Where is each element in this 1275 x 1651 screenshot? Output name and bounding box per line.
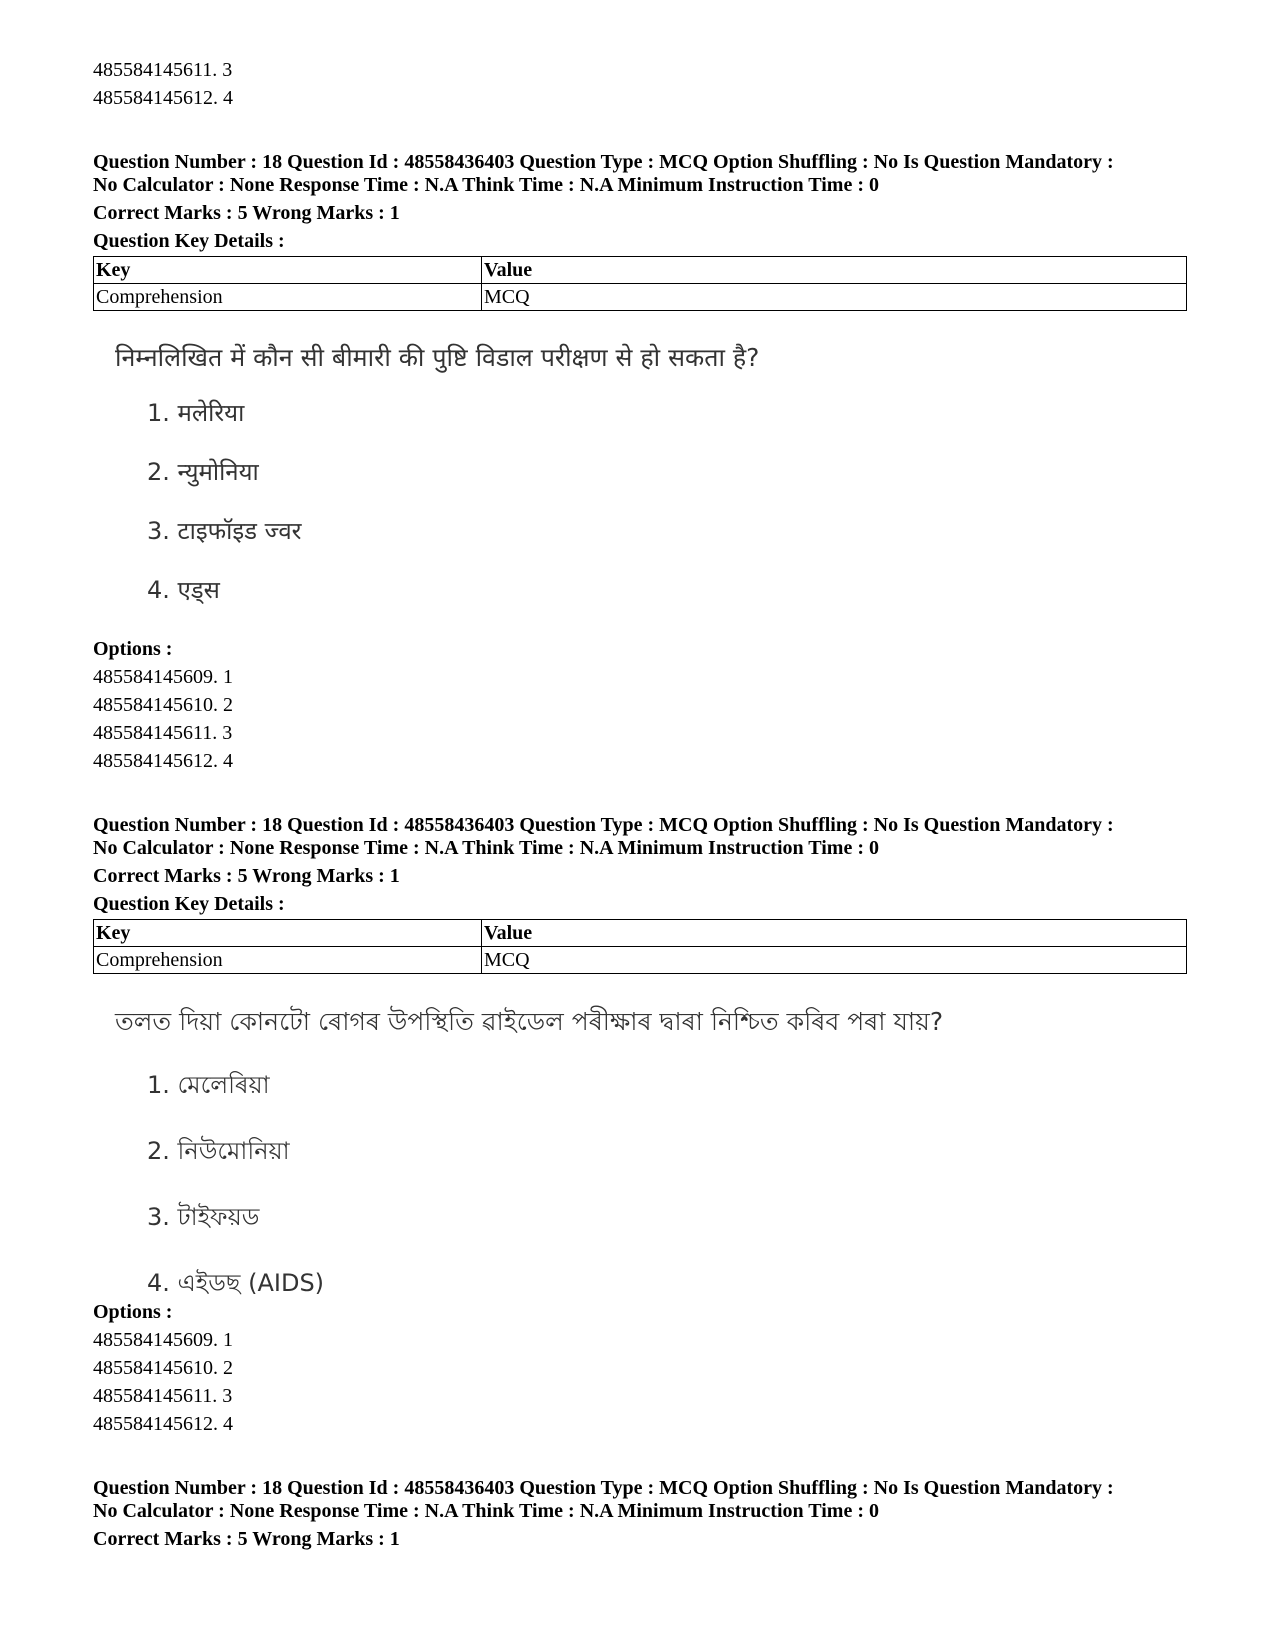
option-line: 485584145611. 3 (93, 1385, 233, 1407)
options-label: Options : (93, 1301, 173, 1323)
option-line: 485584145612. 4 (93, 750, 233, 772)
table-row (94, 947, 1187, 974)
table-header-value: Value (482, 257, 1187, 284)
option-line: 485584145611. 3 (93, 59, 233, 81)
option-line: 485584145611. 3 (93, 722, 233, 744)
question-option: 1. মেলেৰিয়া (147, 1071, 270, 1099)
key-details-label: Question Key Details : (93, 893, 285, 915)
key-details-table (93, 919, 1187, 974)
table-cell-key: Comprehension (94, 284, 482, 311)
question-meta: No Calculator : None Response Time : N.A Think Time : N.A Minimum Instruction Time : 0 (93, 1500, 879, 1522)
option-line: 485584145610. 2 (93, 1357, 233, 1379)
key-details-label: Question Key Details : (93, 230, 285, 252)
table-cell-key: Comprehension (94, 947, 482, 974)
question-image (115, 1002, 943, 1305)
question-meta: Question Number : 18 Question Id : 48558436403 Question Type : MCQ Option Shuffling : No Is Question Mandatory : (93, 1477, 1114, 1499)
table-header-row (94, 257, 1187, 284)
question-stem: তলত দিয়া কোনটো ৰোগৰ উপস্থিতি ৱাইডেল পৰীক্ষাৰ দ্বাৰা নিশ্চিত কৰিব পৰা যায়? (115, 1007, 944, 1036)
table-header-row (94, 920, 1187, 947)
question-option: 4. एड्स (147, 576, 220, 604)
question-meta: No Calculator : None Response Time : N.A Think Time : N.A Minimum Instruction Time : 0 (93, 174, 879, 196)
question-option: 4. এইডছ (AIDS) (147, 1269, 325, 1297)
option-line: 485584145609. 1 (93, 666, 233, 688)
question-option: 3. টাইফয়ড (147, 1203, 260, 1231)
option-line: 485584145612. 4 (93, 1413, 233, 1435)
table-header-value: Value (482, 920, 1187, 947)
question-option: 3. टाइफॉइड ज्वर (147, 517, 302, 545)
question-meta: No Calculator : None Response Time : N.A Think Time : N.A Minimum Instruction Time : 0 (93, 837, 879, 859)
options-label: Options : (93, 638, 173, 660)
table-cell-value: MCQ (482, 284, 1187, 311)
question-meta: Question Number : 18 Question Id : 48558436403 Question Type : MCQ Option Shuffling : No Is Question Mandatory : (93, 151, 1114, 173)
option-line: 485584145612. 4 (93, 87, 233, 109)
marks-line: Correct Marks : 5 Wrong Marks : 1 (93, 1528, 400, 1550)
table-cell-value: MCQ (482, 947, 1187, 974)
question-option: 2. নিউমোনিয়া (147, 1137, 290, 1165)
marks-line: Correct Marks : 5 Wrong Marks : 1 (93, 865, 400, 887)
question-option: 1. मलेरिया (147, 399, 245, 427)
marks-line: Correct Marks : 5 Wrong Marks : 1 (93, 202, 400, 224)
table-row (94, 284, 1187, 311)
question-meta: Question Number : 18 Question Id : 48558436403 Question Type : MCQ Option Shuffling : No Is Question Mandatory : (93, 814, 1114, 836)
table-header-key: Key (94, 257, 482, 284)
question-stem: निम्नलिखित में कौन सी बीमारी की पुष्टि विडाल परीक्षण से हो सकता है? (115, 343, 760, 372)
option-line: 485584145609. 1 (93, 1329, 233, 1351)
question-image (115, 340, 759, 606)
table-header-key: Key (94, 920, 482, 947)
key-details-table (93, 256, 1187, 311)
option-line: 485584145610. 2 (93, 694, 233, 716)
question-option: 2. न्युमोनिया (147, 458, 259, 486)
